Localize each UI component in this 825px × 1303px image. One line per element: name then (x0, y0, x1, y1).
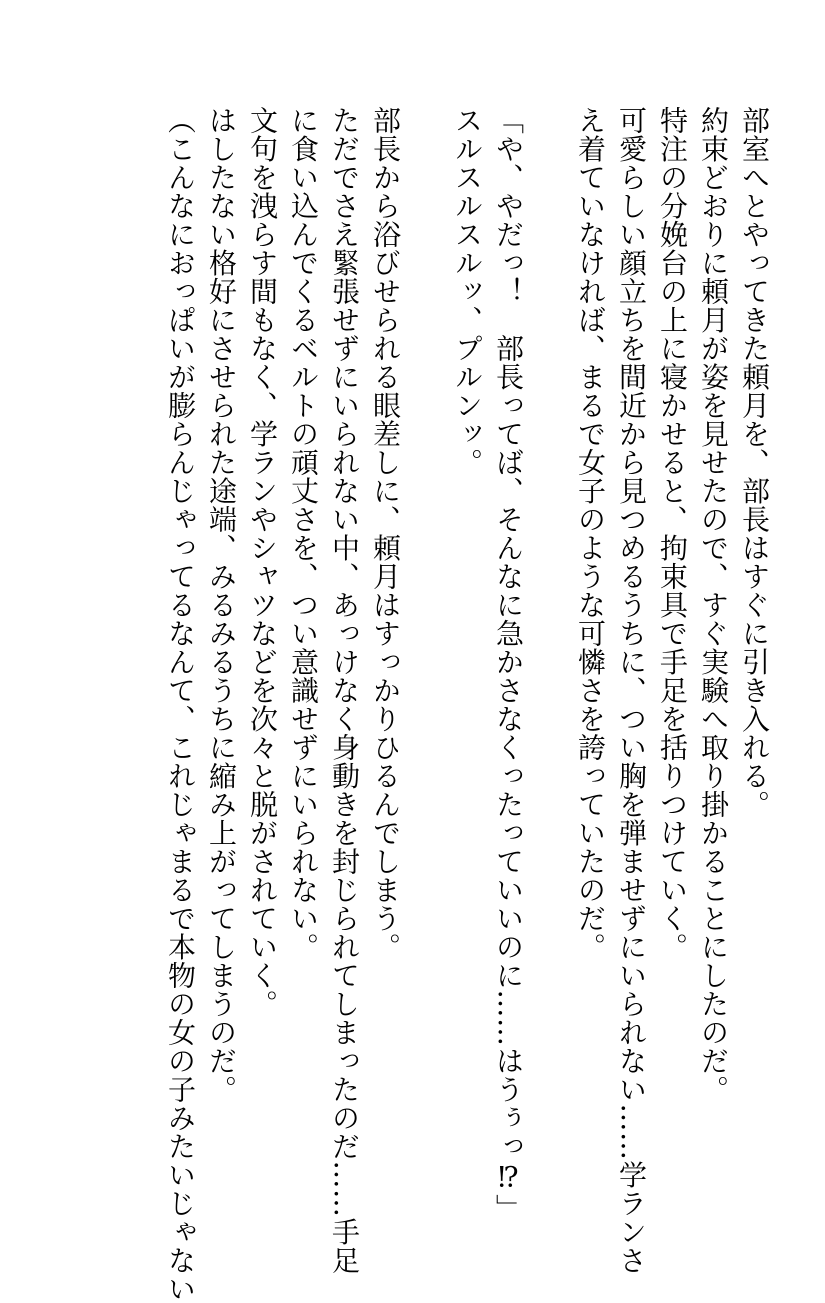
text-line: に食い込んでくるベルトの頑丈さを、つい意識せずにいられない。 (287, 106, 320, 961)
text-line: 「や、やだっ！ 部長ってば、そんなに急かさなくったっていいのに……はうぅっ⁉︎」 (492, 106, 525, 1223)
text-line: 特注の分娩台の上に寝かせると、拘束具で手足を括りつけていく。 (656, 106, 689, 961)
vertical-text-body (160, 106, 775, 1303)
text-line: ただでさえ緊張せずにいられない中、あっけなく身動きを封じられてしまったのだ……手足 (328, 106, 361, 1275)
text-line: スルスルスルッ、プルンッ。 (451, 106, 484, 477)
paragraph-gap (529, 106, 570, 1086)
text-line: （こんなにおっぱいが膨らんじゃってるなんて、これじゃまるで本物の女の子みたいじゃない (164, 106, 197, 1303)
text-line: 文句を洩らす間もなく、学ランやシャツなどを次々と脱がされていく。 (246, 106, 279, 1018)
text-line: 部長から浴びせられる眼差しに、頼月はすっかりひるんでしまう。 (369, 106, 402, 961)
paragraph-gap (406, 106, 447, 1086)
text-line: 可愛らしい顔立ちを間近から見つめるうちに、つい胸を弾ませずにいられない……学ランさ (615, 106, 648, 1275)
text-line: 約束どおりに頼月が姿を見せたので、すぐ実験へ取り掛かることにしたのだ。 (697, 106, 730, 1104)
text-line: はしたない格好にさせられた途端、みるみるうちに縮み上がってしまうのだ。 (205, 106, 238, 1104)
text-line: 部室へとやってきた頼月を、部長はすぐに引き入れる。 (738, 106, 771, 819)
text-line: え着ていなければ、まるで女子のような可憐さを誇っていたのだ。 (574, 106, 607, 961)
